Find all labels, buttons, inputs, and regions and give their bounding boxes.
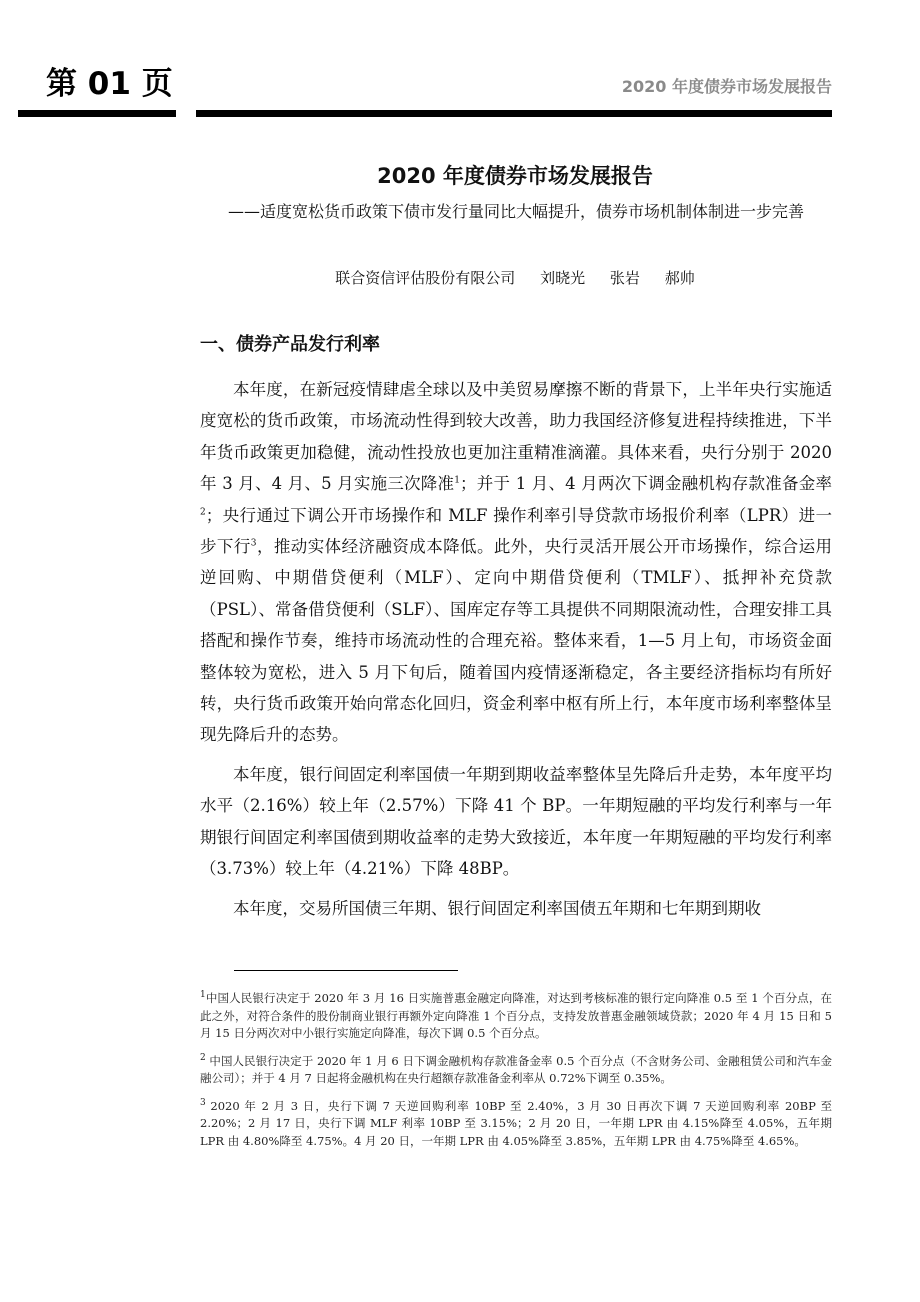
footnote [200, 1098, 832, 1151]
header-report-title: 2020 年度债券市场发展报告 [621, 77, 832, 96]
document-subtitle: ——适度宽松货币政策下债市发行量同比大幅提升，债券市场机制体制进一步完善 [227, 202, 804, 221]
footnote-ref[interactable]: 1 [454, 475, 461, 486]
paragraph-text: ，推动实体经济融资成本降低。此外，央行灵活开展公开市场操作，综合运用逆回购、中期借贷便利（MLF）、定向中期借贷便利（TMLF）、抵押补充贷款（PSL）、常备借贷便利（SLF）、国库定存等工具提供不同期限流动性，合理安排工具搭配和操作节奏，维持市场流动性的合理充裕。整体来看，1—5 月上旬，市场资金面整体较为宽松，进入 5 月下旬后，随着国内疫情逐渐稳定，各主要经济指标均有所好转，央行货币政策开始向常态化回归，资金利率中枢有所上行，本年度市场利率整体呈现先降后升的态势。 [200, 537, 833, 745]
paragraph: 本年度，交易所国债三年期、银行间固定利率国债五年期和七年期到期收 [233, 898, 761, 918]
footnote-text: 2020 年 2 月 3 日，央行下调 7 天逆回购利率 10BP 至 2.40%，3 月 30 日再次下调 7 天逆回购利率 20BP 至 2.20%；2 月 17 日，央行下调 MLF 利率 10BP 至 3.15%；2 月 20 日，一年期 LPR 由 4.15%降至 4.05%，五年期 LPR 由 4.80%降至 4.75%。4 月 20 日，一年期 LPR 由 4.05%降至 3.85%，五年期 LPR 由 4.75%降至 4.65%。 [200, 1098, 832, 1148]
authors-line [0, 267, 920, 288]
paragraph: 本年度，银行间固定利率国债一年期到期收益率整体呈先降后升走势，本年度平均水平（2.16%）较上年（2.57%）下降 41 个 BP。一年期短融的平均发行利率与一年期银行间固定利率国债到期收益率的走势大致接近，本年度一年期短融的平均发行利率（3.73%）较上年（4.21%）下降 48BP。 [200, 764, 832, 879]
paragraph-text: 本年度，在新冠疫情肆虐全球以及中美贸易摩擦不断的背景下，上半年央行实施适度宽松的货币政策，市场流动性得到较大改善，助力我国经济修复进程持续推进，下半年货币政策更加稳健，流动性投放也更加注重精准滴灌。具体来看，央行分别于 2020 年 3 月、4 月、5 月实施三次降准 [200, 380, 832, 494]
paragraph-text: ；央行通过下调公开市场操作和 MLF 操作利率引导贷款市场报价利率（LPR）进一步下行 [200, 505, 832, 557]
footnote [200, 1053, 832, 1088]
footnote-mark: 2 [200, 1052, 206, 1063]
footnote-ref[interactable]: 2 [200, 507, 206, 518]
footnote-mark: 1 [200, 990, 206, 1001]
footnotes [200, 990, 832, 1160]
footnote-ref[interactable]: 3 [250, 538, 257, 549]
paragraph-text: ；并于 1 月、4 月两次下调金融机构存款准备金率 [460, 474, 832, 494]
author-name: 张岩 [609, 269, 640, 287]
author-name: 郝帅 [664, 269, 695, 287]
body-text [200, 374, 832, 932]
document-title: 2020 年度债券市场发展报告 [377, 164, 653, 188]
section-heading: 一、债券产品发行利率 [200, 334, 380, 355]
footnote-mark: 3 [200, 1097, 206, 1108]
author-organization: 联合资信评估股份有限公司 [335, 269, 516, 287]
footnote-text: 中国人民银行决定于 2020 年 3 月 16 日实施普惠金融定向降准，对达到考核标准的银行定向降准 0.5 至 1 个百分点，在此之外，对符合条件的股份制商业银行再额外定向降准 1 个百分点，支持发放普惠金融领域贷款；2020 年 4 月 15 日和 5 月 15 日分两次对中小银行实施定向降准，每次下调 0.5 个百分点。 [200, 991, 832, 1040]
footnote-text: 中国人民银行决定于 2020 年 1 月 6 日下调金融机构存款准备金率 0.5 个百分点（不含财务公司、金融租赁公司和汽车金融公司）；并于 4 月 7 日起将金融机构在央行超额存款准备金利率从 0.72%下调至 0.35%。 [200, 1053, 832, 1085]
footnote [200, 990, 832, 1043]
page-number: 第 01 页 [46, 66, 173, 102]
paragraph [200, 374, 832, 751]
header-rule-right [196, 110, 832, 117]
author-name: 刘晓光 [540, 269, 586, 287]
header-rule-left [18, 110, 176, 117]
footnote-separator [234, 970, 458, 971]
